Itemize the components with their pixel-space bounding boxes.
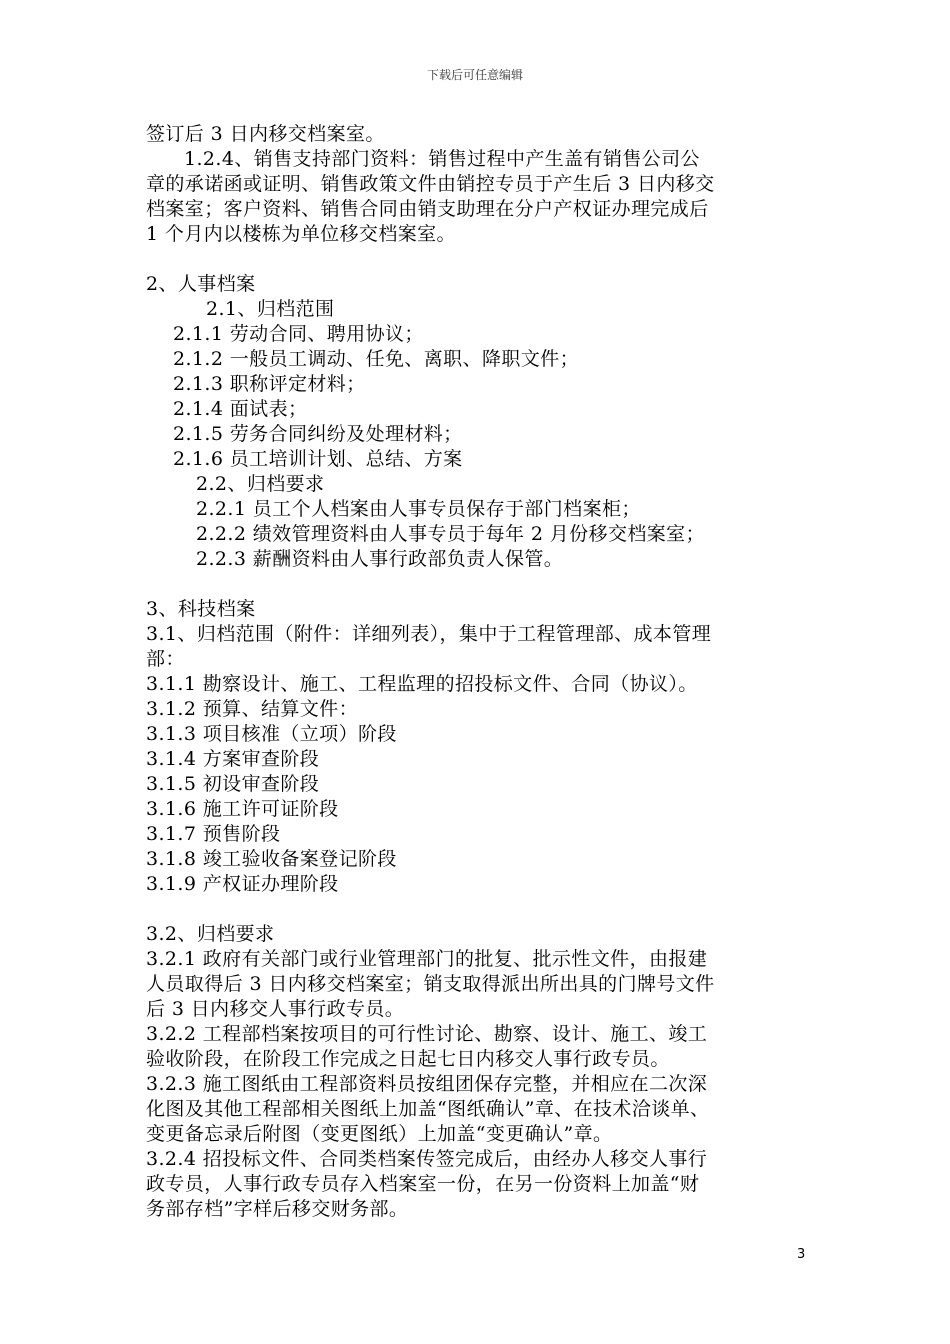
paragraph-line: 3.2.4 招投标文件、合同类档案传签完成后，由经办人移交人事行 [146,1148,708,1170]
paragraph-line: 人员取得后 3 日内移交档案室；销支取得派出所出具的门牌号文件 [146,973,715,995]
paragraph-line: 部： [146,648,185,670]
subheading-2-1: 2.1、归档范围 [206,298,335,320]
list-item: 2.1.4 面试表； [173,398,308,420]
paragraph-line: 政专员，人事行政专员存入档案室一份，在另一份资料上加盖“财 [146,1173,700,1195]
list-item: 2.1.3 职称评定材料； [173,373,366,395]
paragraph-line: 1 个月内以楼栋为单位移交档案室。 [146,223,456,245]
paragraph-line: 验收阶段，在阶段工作完成之日起七日内移交人事行政专员。 [146,1048,670,1070]
paragraph-line: 签订后 3 日内移交档案室。 [146,123,385,145]
subheading-2-2: 2.2、归档要求 [196,473,325,495]
blank-line [146,897,811,922]
subheading-3-2: 3.2、归档要求 [146,923,275,945]
paragraph-line: 章的承诺函或证明、销售政策文件由销控专员于产生后 3 日内移交 [146,173,715,195]
list-item: 2.2.2 绩效管理资料由人事专员于每年 2 月份移交档案室； [196,523,705,545]
paragraph-line: 变更备忘录后附图（变更图纸）上加盖“变更确认”章。 [146,1123,613,1145]
section-1-2-4: 1.2.4、销售支持部门资料：销售过程中产生盖有销售公司公 [184,148,700,170]
subheading-3-1: 3.1、归档范围（附件：详细列表），集中于工程管理部、成本管理 [146,623,712,645]
page-header: 下载后可任意编辑 [426,68,523,82]
paragraph-line: 3.2.2 工程部档案按项目的可行性讨论、勘察、设计、施工、竣工 [146,1023,708,1045]
list-item: 3.1.8 竣工验收备案登记阶段 [146,848,397,870]
blank-line [146,572,811,597]
document-body [146,122,811,1222]
paragraph-line: 3.2.1 政府有关部门或行业管理部门的批复、批示性文件，由报建 [146,948,708,970]
list-item: 2.1.2 一般员工调动、任免、离职、降职文件； [173,348,579,370]
list-item: 3.1.9 产权证办理阶段 [146,873,339,895]
paragraph-line: 化图及其他工程部相关图纸上加盖“图纸确认”章、在技术洽谈单、 [146,1098,710,1120]
list-item: 3.1.3 项目核准（立项）阶段 [146,723,397,745]
heading-technology-archives: 3、科技档案 [146,598,256,620]
list-item: 3.1.5 初设审查阶段 [146,773,320,795]
list-item: 3.1.4 方案审查阶段 [146,748,320,770]
list-item: 3.1.6 施工许可证阶段 [146,798,339,820]
heading-personnel-archives: 2、人事档案 [146,273,256,295]
paragraph-line: 务部存档”字样后移交财务部。 [146,1198,409,1220]
list-item: 3.1.2 预算、结算文件： [146,698,358,720]
list-item: 2.1.6 员工培训计划、总结、方案 [173,448,463,470]
paragraph-line: 后 3 日内移交人事行政专员。 [146,998,405,1020]
list-item: 3.1.1 勘察设计、施工、工程监理的招投标文件、合同（协议）。 [146,673,698,695]
list-item: 2.2.3 薪酬资料由人事行政部负责人保管。 [196,548,564,570]
list-item: 2.2.1 员工个人档案由人事专员保存于部门档案柜； [196,498,641,520]
list-item: 3.1.7 预售阶段 [146,823,281,845]
paragraph-line: 3.2.3 施工图纸由工程部资料员按组团保存完整，并相应在二次深 [146,1073,708,1095]
paragraph-line: 档案室；客户资料、销售合同由销支助理在分户产权证办理完成后 [146,198,709,220]
list-item: 2.1.1 劳动合同、聘用协议； [173,323,424,345]
page-number: 3 [797,1247,806,1262]
blank-line [146,247,811,272]
list-item: 2.1.5 劳务合同纠纷及处理材料； [173,423,463,445]
